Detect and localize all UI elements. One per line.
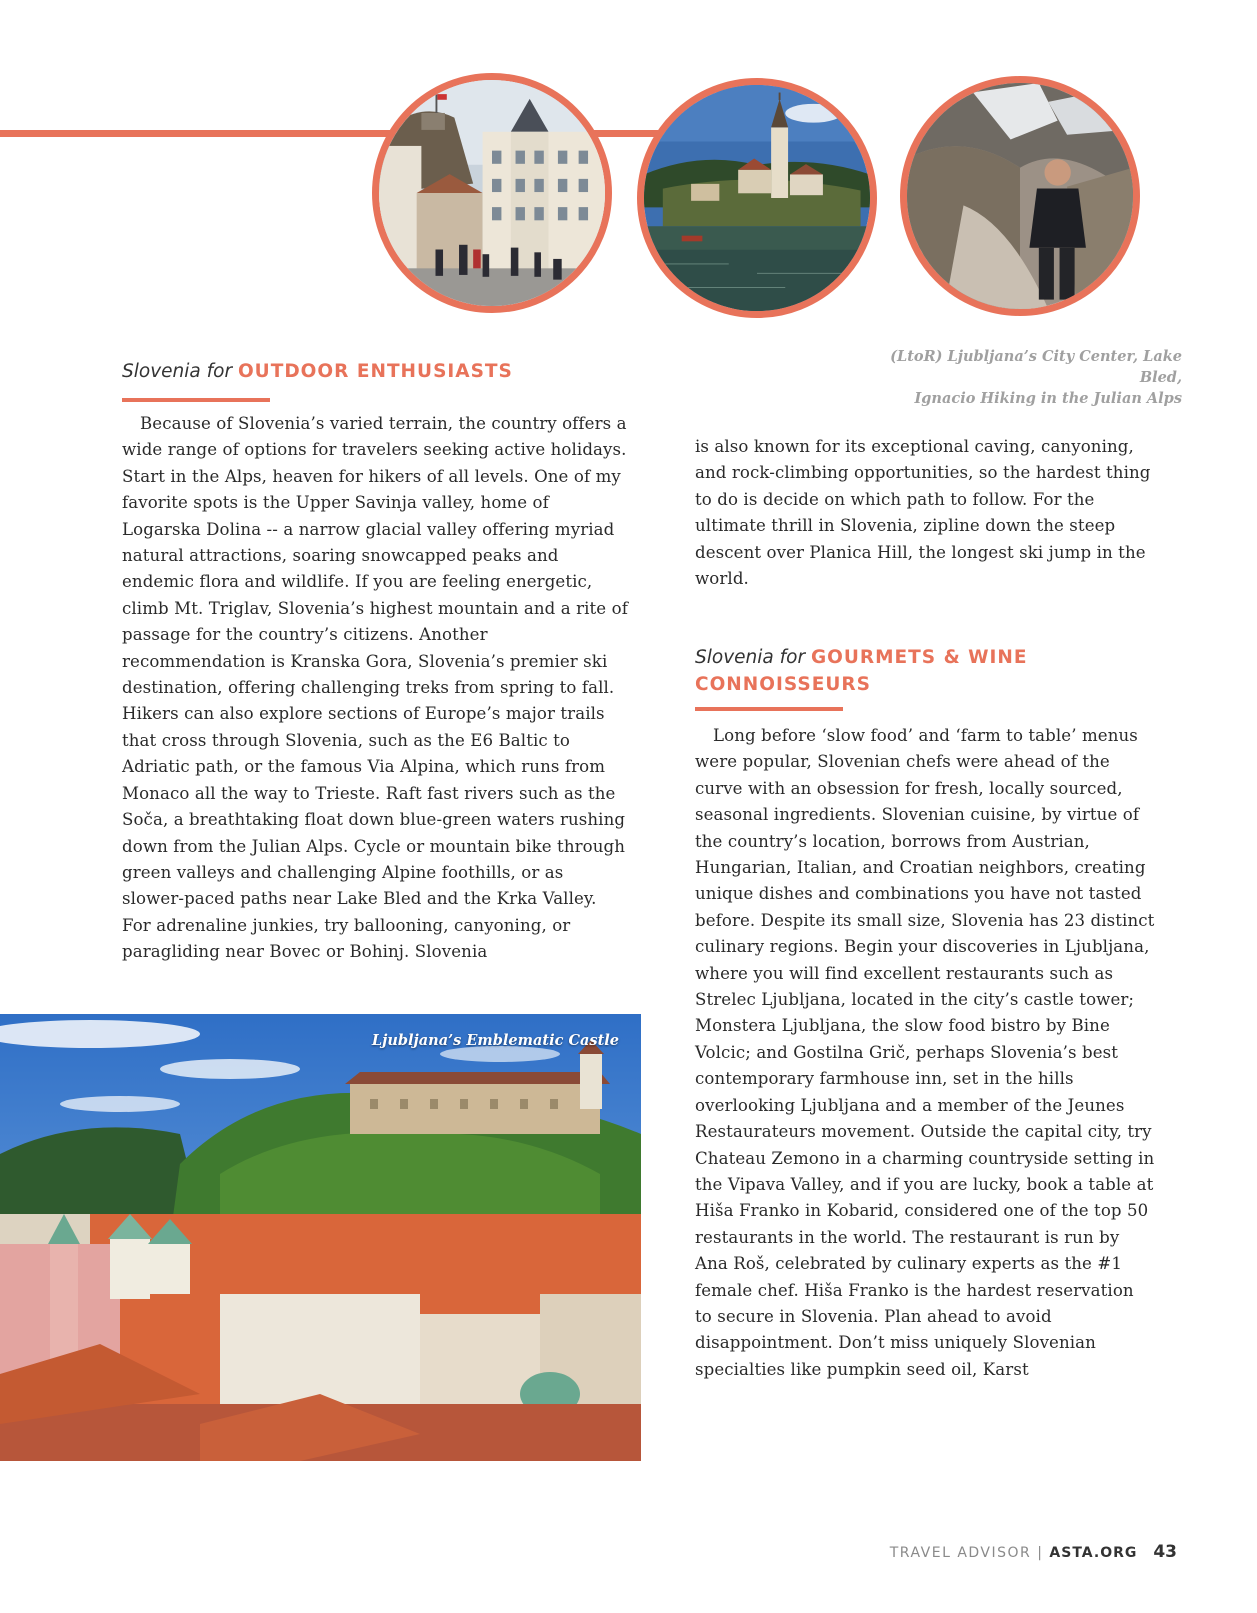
gourmet-section-heading (695, 644, 1115, 698)
outdoor-paragraph-continued: is also known for its exceptional caving, canyoning, and rock-climbing opportunities, so the hardest thing to do is decide on which path to follow. For the ultimate thrill in Slovenia, zipline down the steep descent over Planica Hill, the longest ski jump in the world. (695, 437, 1151, 589)
footer-separator: | (1037, 1545, 1044, 1561)
photo-caption (852, 346, 1182, 409)
photo-caption-line2: Ignacio Hiking in the Julian Alps (914, 390, 1182, 407)
outdoor-kicker-title: OUTDOOR ENTHUSIASTS (237, 361, 513, 382)
gourmet-kicker-prefix: Slovenia for (695, 647, 806, 668)
photo-julian-alps-hiking (900, 76, 1140, 316)
gourmet-body (695, 723, 1155, 1383)
page-footer (890, 1542, 1177, 1562)
gourmet-kicker-title-line2: CONNOISSEURS (695, 674, 871, 695)
photo-ljubljana-city-center (372, 73, 612, 313)
footer-site-link[interactable]: ASTA.ORG (1049, 1545, 1138, 1561)
outdoor-section-heading (122, 358, 513, 385)
castle-illustration (0, 1014, 641, 1461)
footer-publication: TRAVEL ADVISOR (889, 1545, 1032, 1561)
gourmet-paragraph: Long before ‘slow food’ and ‘farm to table’ menus were popular, Slovenian chefs were ahead of the curve with an obsession for fresh, locally sourced, seasonal ingredients. Slovenian cuisine, by virtue of the country’s location, borrows from Austrian, Hungarian, Italian, and Croatian neighbors, creating unique dishes and combinations you have not tasted before. Despite its small size, Slovenia has 23 distinct culinary regions. Begin your discoveries in Ljubljana, where you will find excellent restaurants such as Strelec Ljubljana, located in the city’s castle tower; Monstera Ljubljana, the slow food bistro by Bine Volcic; and Gostilna Grič, perhaps Slovenia’s best contemporary farmhouse inn, set in the hills overlooking Ljubljana and a member of the Jeunes Restaurateurs movement. Outside the capital city, try Chateau Zemono in a charming countryside setting in the Vipava Valley, and if you are lucky, book a table at Hiša Franko in Kobarid, considered one of the top 50 restaurants in the world. The restaurant is run by Ana Roš, celebrated by culinary experts as the #1 female chef. Hiša Franko is the hardest reservation to secure in Slovenia. Plan ahead to avoid disappointment. Don’t miss uniquely Slovenian specialties like pumpkin seed oil, Karst (695, 726, 1155, 1379)
outdoor-kicker-prefix: Slovenia for (122, 361, 233, 382)
outdoor-body-right (695, 434, 1153, 592)
photo-lake-bled (637, 78, 877, 318)
outdoor-body-left (122, 411, 630, 966)
hiking-illustration (907, 83, 1133, 309)
photo-caption-line1: (LtoR) Ljubljana’s City Center, Lake Bled, (890, 348, 1182, 386)
gourmet-kicker-title-line1: GOURMETS & WINE (810, 647, 1028, 668)
page-number: 43 (1153, 1542, 1177, 1562)
outdoor-heading-rule (122, 398, 270, 402)
castle-photo-caption: Ljubljana’s Emblematic Castle (371, 1032, 619, 1049)
outdoor-paragraph: Because of Slovenia’s varied terrain, the country offers a wide range of options for travelers seeking active holidays. Start in the Alps, heaven for hikers of all levels. One of my favorite spots is the Upper Savinja valley, home of Logarska Dolina -- a narrow glacial valley offering myriad natural attractions, soaring snowcapped peaks and endemic flora and wildlife. If you are feeling energetic, climb Mt. Triglav, Slovenia’s highest mountain and a rite of passage for the country’s citizens. Another recommendation is Kranska Gora, Slovenia’s premier ski destination, offering challenging treks from spring to fall. Hikers can also explore sections of Europe’s major trails that cross through Slovenia, such as the E6 Baltic to Adriatic path, or the famous Via Alpina, which runs from Monaco all the way to Trieste. Raft fast rivers such as the Soča, a breathtaking float down blue-green waters rushing down from the Julian Alps. Cycle or mountain bike through green valleys and challenging Alpine foothills, or as slower-paced paths near Lake Bled and the Krka Valley. For adrenaline junkies, try ballooning, canyoning, or paragliding near Bovec or Bohinj. Slovenia (122, 414, 628, 962)
gourmet-heading-rule (695, 707, 843, 711)
city-center-illustration (379, 80, 605, 306)
lake-bled-illustration (644, 85, 870, 311)
photo-ljubljana-castle (0, 1014, 641, 1461)
